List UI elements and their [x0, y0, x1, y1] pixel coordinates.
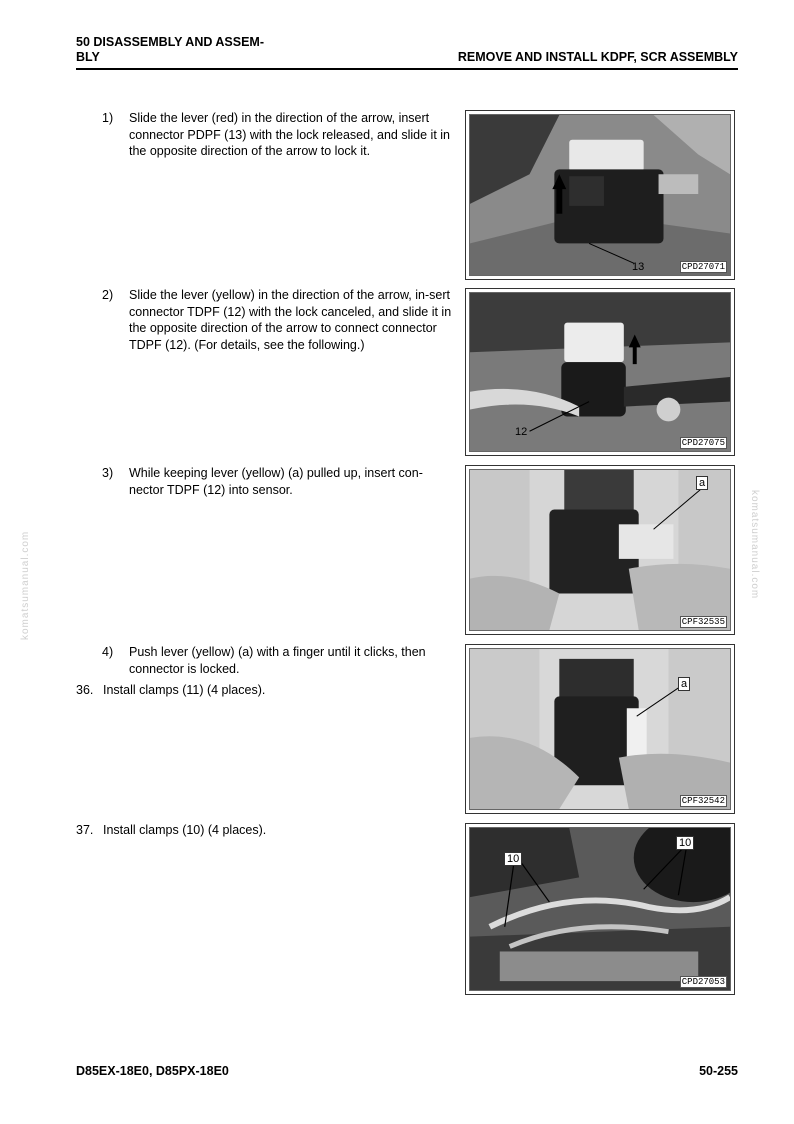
figure-callout: a	[696, 476, 708, 490]
photo-connector-pdpf	[470, 115, 730, 275]
step-number: 1)	[102, 111, 114, 125]
figure-callout-right: 10	[676, 836, 694, 850]
step-number: 36.	[76, 683, 94, 697]
photo-lever-lock	[470, 649, 730, 809]
step-text: Install clamps (11) (4 places).	[103, 683, 266, 697]
step-36	[76, 682, 446, 700]
photo-sensor-insert	[470, 470, 730, 630]
footer-page-number: 50-255	[699, 1064, 738, 1078]
figure-code: CPD27071	[681, 262, 725, 272]
figure-step-4	[465, 644, 735, 814]
step-37	[76, 822, 446, 840]
step-1	[102, 110, 452, 170]
step-number: 4)	[102, 645, 114, 659]
watermark-left: komatsumanual.com	[20, 530, 31, 640]
watermark-right: komatsumanual.com	[749, 490, 760, 600]
footer-models: D85EX-18E0, D85PX-18E0	[76, 1064, 229, 1078]
figure-code: CPD27053	[681, 977, 725, 987]
section-heading-line1: 50 DISASSEMBLY AND ASSEM-	[76, 35, 265, 49]
figure-code: CPF32535	[681, 617, 725, 627]
step-text: Slide the lever (red) in the direction of the arrow, insert connector PDPF (13) with the lock released, and slide it in the opposite direction of the arrow to lock it.	[129, 111, 450, 158]
figure-callout: 13	[632, 261, 645, 273]
figure-step-1	[465, 110, 735, 280]
section-heading-line2: BLY	[76, 50, 100, 64]
figure-step-37	[465, 823, 735, 995]
figure-callout-left: 10	[504, 852, 522, 866]
figure-step-2	[465, 288, 735, 456]
figure-code: CPF32542	[681, 796, 725, 806]
step-text: Push lever (yellow) (a) with a finger until it clicks, then connector is locked.	[129, 645, 426, 676]
section-heading	[76, 35, 316, 65]
figure-callout: a	[678, 677, 690, 691]
step-text: Install clamps (10) (4 places).	[103, 823, 267, 837]
figure-callout: 12	[515, 426, 528, 438]
step-3	[102, 465, 452, 505]
figure-step-3	[465, 465, 735, 635]
step-4	[102, 644, 452, 680]
step-number: 3)	[102, 466, 114, 480]
header-rule	[76, 68, 738, 70]
step-number: 37.	[76, 823, 94, 837]
figure-code: CPD27075	[681, 438, 725, 448]
page-title: REMOVE AND INSTALL KDPF, SCR ASSEMBLY	[457, 50, 738, 64]
step-2	[102, 287, 452, 357]
step-text: Slide the lever (yellow) in the direction of the arrow, in-sert connector TDPF (12) with the lock canceled, and slide it in the opposite direction of the arrow to connect connector TDPF (12). (For details, see the following.)	[129, 288, 452, 352]
step-text: While keeping lever (yellow) (a) pulled up, insert con-nector TDPF (12) into sensor.	[129, 466, 423, 497]
step-number: 2)	[102, 288, 114, 302]
photo-connector-tdpf	[470, 293, 730, 451]
